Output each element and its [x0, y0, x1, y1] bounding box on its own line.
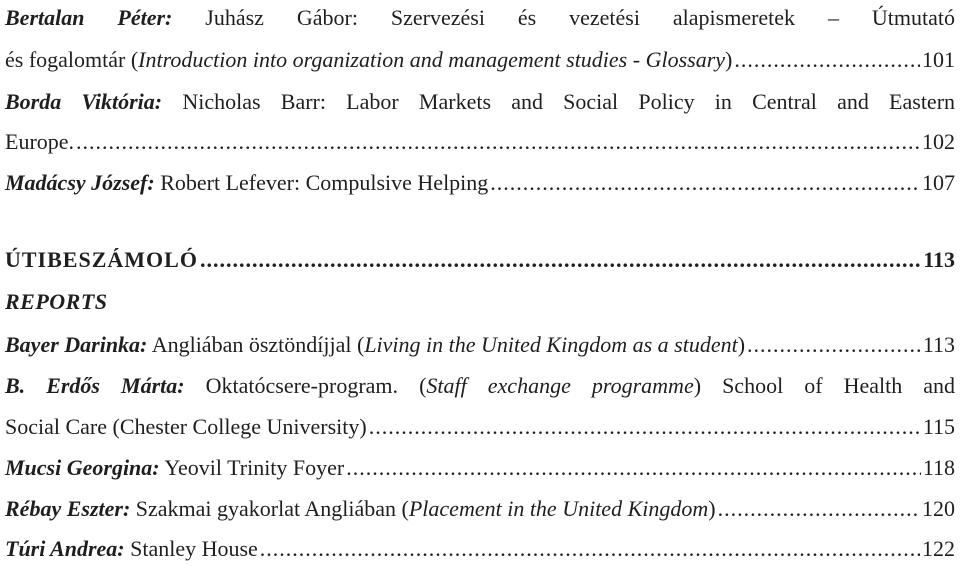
- author-name: Borda Viktória:: [5, 89, 163, 114]
- dot-leader: [76, 127, 920, 157]
- entry-title: Nicholas Barr: Labor Markets and Social Policy in Central and Eastern: [182, 89, 956, 114]
- toc-entry-bertalan-line2[interactable]: [5, 45, 955, 75]
- page-number: 118: [922, 455, 955, 480]
- entry-title-continued: Europe.: [5, 129, 75, 154]
- dot-leader: [346, 453, 921, 483]
- toc-entry-bertalan-line1: [5, 3, 955, 33]
- entry-text: Túri Andrea: Stanley House: [5, 536, 258, 561]
- toc-entry-turi[interactable]: [5, 534, 955, 564]
- toc-entry-madacsy[interactable]: [5, 168, 955, 198]
- toc-entry-rebay[interactable]: [5, 494, 955, 524]
- page-number: 115: [922, 414, 955, 439]
- page-number: 107: [922, 170, 955, 195]
- entry-text: Madácsy József: Robert Lefever: Compulsive Helping: [5, 170, 489, 195]
- entry-text: Mucsi Georgina: Yeovil Trinity Foyer: [5, 455, 345, 480]
- entry-text: Bayer Darinka: Angliában ösztöndíjjal (Living in the United Kingdom as a student): [5, 332, 746, 357]
- toc-entry-borda-line1: [5, 87, 955, 117]
- entry-title: Juhász Gábor: Szervezési és vezetési alapismeretek – Útmutató: [205, 5, 956, 30]
- section-subtitle: REPORTS: [5, 289, 108, 314]
- author-name: B. Erdős Márta:: [5, 373, 185, 398]
- toc-entry-bayer[interactable]: [5, 330, 955, 360]
- section-title: ÚTIBESZÁMOLÓ: [5, 247, 198, 272]
- page-number: 122: [922, 536, 955, 561]
- dot-leader: [260, 534, 920, 564]
- entry-title-continued: és fogalomtár (Introduction into organization and management studies - Glossary): [5, 47, 733, 72]
- section-page-number: 113: [923, 247, 955, 272]
- section-heading-utibeszamolo[interactable]: [5, 245, 955, 275]
- page-number: 101: [922, 47, 955, 72]
- toc-entry-mucsi[interactable]: [5, 453, 955, 483]
- dot-leader: [747, 330, 921, 360]
- entry-text: Rébay Eszter: Szakmai gyakorlat Angliában (Placement in the United Kingdom): [5, 496, 716, 521]
- dot-leader: [200, 245, 921, 275]
- toc-entry-erdos-line1: B. Erdős Márta: Oktatócsere-program. (Staff exchange programme) School of Health and: [5, 373, 956, 398]
- dot-leader: [734, 45, 920, 75]
- page-number: 102: [922, 129, 955, 154]
- author-name: Bertalan Péter:: [5, 5, 173, 30]
- page-number: 120: [922, 496, 955, 521]
- section-subtitle-reports: [5, 287, 955, 317]
- dot-leader: [718, 494, 920, 524]
- dot-leader: [369, 412, 921, 442]
- toc-entry-erdos-line2[interactable]: [5, 412, 955, 442]
- toc-entry-borda-line2[interactable]: [5, 127, 955, 157]
- page-number: 113: [922, 332, 955, 357]
- dot-leader: [490, 168, 920, 198]
- entry-title-continued: Social Care (Chester College University): [5, 414, 367, 439]
